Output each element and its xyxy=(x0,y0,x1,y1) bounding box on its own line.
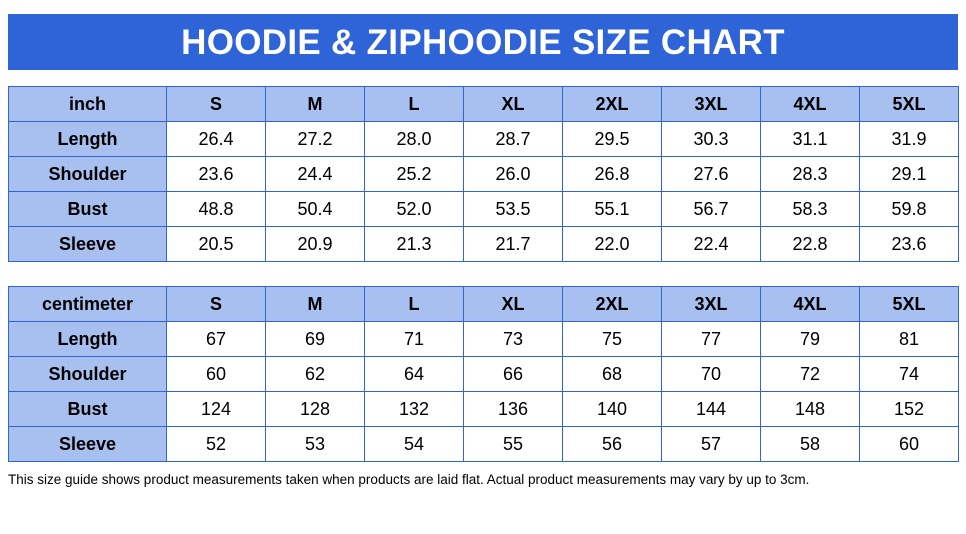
table-row xyxy=(9,227,959,262)
cell-length-4xl-inch: 31.1 xyxy=(761,122,860,157)
table-row xyxy=(9,357,959,392)
table-row xyxy=(9,157,959,192)
cell-length-xl-cm: 73 xyxy=(464,322,563,357)
size-chart-page xyxy=(0,14,966,534)
cell-length-m-inch: 27.2 xyxy=(266,122,365,157)
size-header-m-cm: M xyxy=(266,287,365,322)
measure-label-length-cm: Length xyxy=(9,322,167,357)
cell-bust-3xl-cm: 144 xyxy=(662,392,761,427)
cell-length-2xl-inch: 29.5 xyxy=(563,122,662,157)
size-header-5xl: 5XL xyxy=(860,87,959,122)
size-header-4xl: 4XL xyxy=(761,87,860,122)
cell-sleeve-5xl-cm: 60 xyxy=(860,427,959,462)
cell-sleeve-4xl-cm: 58 xyxy=(761,427,860,462)
unit-header-inch: inch xyxy=(9,87,167,122)
cell-length-3xl-cm: 77 xyxy=(662,322,761,357)
cell-length-2xl-cm: 75 xyxy=(563,322,662,357)
cell-shoulder-m-inch: 24.4 xyxy=(266,157,365,192)
cell-shoulder-3xl-inch: 27.6 xyxy=(662,157,761,192)
cell-sleeve-3xl-cm: 57 xyxy=(662,427,761,462)
title-banner xyxy=(8,14,958,70)
cell-shoulder-4xl-cm: 72 xyxy=(761,357,860,392)
size-header-l: L xyxy=(365,87,464,122)
cell-bust-3xl-inch: 56.7 xyxy=(662,192,761,227)
footnote-text: This size guide shows product measurements taken when products are laid flat. Actual product measurements may vary by up to 3cm. xyxy=(8,472,810,487)
cell-sleeve-s-inch: 20.5 xyxy=(167,227,266,262)
measure-label-sleeve-cm: Sleeve xyxy=(9,427,167,462)
cell-length-l-inch: 28.0 xyxy=(365,122,464,157)
measure-label-sleeve-inch: Sleeve xyxy=(9,227,167,262)
cell-sleeve-3xl-inch: 22.4 xyxy=(662,227,761,262)
table-header-row xyxy=(9,287,959,322)
cell-bust-s-inch: 48.8 xyxy=(167,192,266,227)
cell-sleeve-l-cm: 54 xyxy=(365,427,464,462)
size-header-m: M xyxy=(266,87,365,122)
inch-size-table xyxy=(8,86,959,262)
centimeter-size-table xyxy=(8,286,959,462)
size-header-xl-cm: XL xyxy=(464,287,563,322)
measure-label-shoulder-cm: Shoulder xyxy=(9,357,167,392)
cell-shoulder-5xl-cm: 74 xyxy=(860,357,959,392)
cell-bust-5xl-inch: 59.8 xyxy=(860,192,959,227)
size-header-4xl-cm: 4XL xyxy=(761,287,860,322)
cell-bust-l-inch: 52.0 xyxy=(365,192,464,227)
size-header-s: S xyxy=(167,87,266,122)
cell-shoulder-2xl-inch: 26.8 xyxy=(563,157,662,192)
cell-shoulder-s-inch: 23.6 xyxy=(167,157,266,192)
cell-bust-m-cm: 128 xyxy=(266,392,365,427)
cell-sleeve-5xl-inch: 23.6 xyxy=(860,227,959,262)
cell-sleeve-m-inch: 20.9 xyxy=(266,227,365,262)
size-header-2xl: 2XL xyxy=(563,87,662,122)
size-header-s-cm: S xyxy=(167,287,266,322)
cell-bust-m-inch: 50.4 xyxy=(266,192,365,227)
cell-shoulder-2xl-cm: 68 xyxy=(563,357,662,392)
cell-length-4xl-cm: 79 xyxy=(761,322,860,357)
table-header-row xyxy=(9,87,959,122)
size-header-2xl-cm: 2XL xyxy=(563,287,662,322)
cell-length-5xl-cm: 81 xyxy=(860,322,959,357)
cell-shoulder-xl-cm: 66 xyxy=(464,357,563,392)
size-header-l-cm: L xyxy=(365,287,464,322)
size-header-3xl: 3XL xyxy=(662,87,761,122)
measure-label-bust-inch: Bust xyxy=(9,192,167,227)
cell-shoulder-m-cm: 62 xyxy=(266,357,365,392)
cell-bust-4xl-cm: 148 xyxy=(761,392,860,427)
size-header-5xl-cm: 5XL xyxy=(860,287,959,322)
spacer-above-inch-table xyxy=(0,70,966,86)
cell-bust-2xl-cm: 140 xyxy=(563,392,662,427)
cell-shoulder-l-cm: 64 xyxy=(365,357,464,392)
cell-sleeve-2xl-inch: 22.0 xyxy=(563,227,662,262)
cell-bust-xl-inch: 53.5 xyxy=(464,192,563,227)
measure-label-shoulder-inch: Shoulder xyxy=(9,157,167,192)
cell-sleeve-4xl-inch: 22.8 xyxy=(761,227,860,262)
measure-label-length-inch: Length xyxy=(9,122,167,157)
size-header-xl: XL xyxy=(464,87,563,122)
cell-shoulder-5xl-inch: 29.1 xyxy=(860,157,959,192)
cell-length-s-cm: 67 xyxy=(167,322,266,357)
spacer-between-tables xyxy=(0,262,966,286)
cell-length-3xl-inch: 30.3 xyxy=(662,122,761,157)
measure-label-bust-cm: Bust xyxy=(9,392,167,427)
cell-length-xl-inch: 28.7 xyxy=(464,122,563,157)
cell-bust-xl-cm: 136 xyxy=(464,392,563,427)
cell-sleeve-xl-cm: 55 xyxy=(464,427,563,462)
cell-bust-s-cm: 124 xyxy=(167,392,266,427)
cell-length-l-cm: 71 xyxy=(365,322,464,357)
cell-bust-2xl-inch: 55.1 xyxy=(563,192,662,227)
cell-sleeve-xl-inch: 21.7 xyxy=(464,227,563,262)
cell-length-5xl-inch: 31.9 xyxy=(860,122,959,157)
cell-shoulder-s-cm: 60 xyxy=(167,357,266,392)
cell-bust-l-cm: 132 xyxy=(365,392,464,427)
cell-sleeve-s-cm: 52 xyxy=(167,427,266,462)
cell-shoulder-l-inch: 25.2 xyxy=(365,157,464,192)
cell-sleeve-l-inch: 21.3 xyxy=(365,227,464,262)
cell-shoulder-3xl-cm: 70 xyxy=(662,357,761,392)
size-header-3xl-cm: 3XL xyxy=(662,287,761,322)
table-row xyxy=(9,322,959,357)
unit-header-centimeter: centimeter xyxy=(9,287,167,322)
cell-sleeve-m-cm: 53 xyxy=(266,427,365,462)
cell-bust-4xl-inch: 58.3 xyxy=(761,192,860,227)
cell-shoulder-4xl-inch: 28.3 xyxy=(761,157,860,192)
cell-bust-5xl-cm: 152 xyxy=(860,392,959,427)
cell-shoulder-xl-inch: 26.0 xyxy=(464,157,563,192)
table-row xyxy=(9,392,959,427)
table-row xyxy=(9,427,959,462)
table-row xyxy=(9,122,959,157)
cell-length-m-cm: 69 xyxy=(266,322,365,357)
cell-sleeve-2xl-cm: 56 xyxy=(563,427,662,462)
cell-length-s-inch: 26.4 xyxy=(167,122,266,157)
table-row xyxy=(9,192,959,227)
page-title: HOODIE & ZIPHOODIE SIZE CHART xyxy=(181,22,785,62)
